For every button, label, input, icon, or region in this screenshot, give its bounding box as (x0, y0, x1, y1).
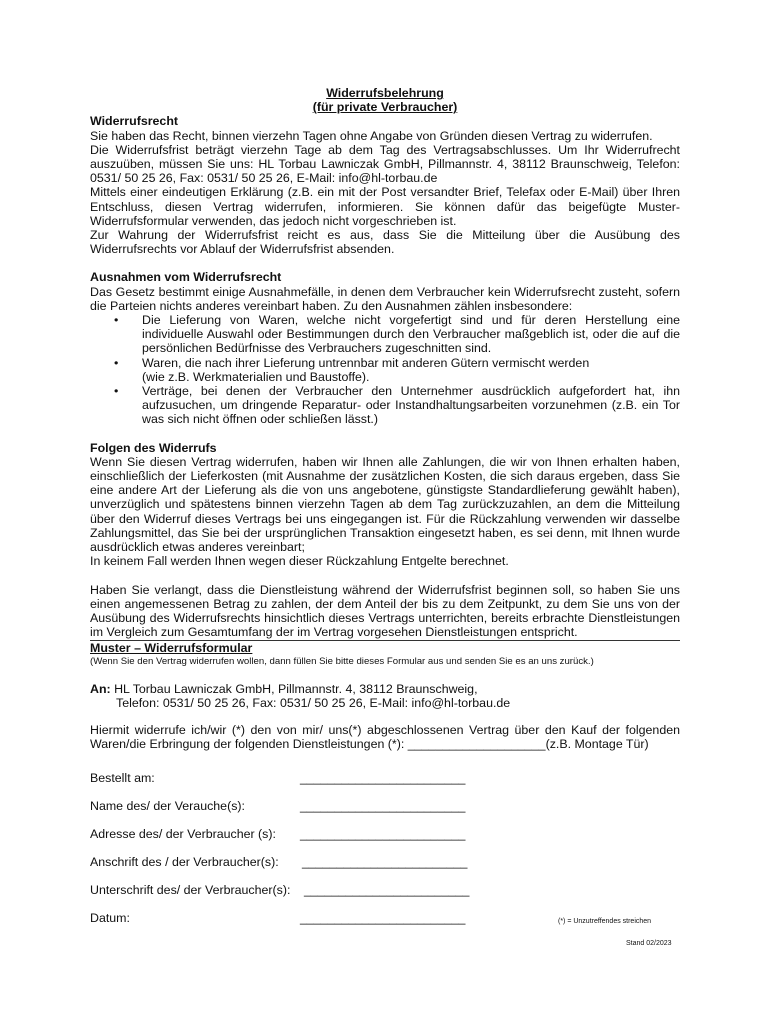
paragraph: Haben Sie verlangt, dass die Dienstleistung während der Widerrufsfrist beginnen soll, so haben Sie uns einen angemessenen Betrag zu zahlen, der dem Anteil der bis zu dem Zeitpunkt, zu dem Sie uns von der Ausübung des Widerrufsrechts hinsichtlich dieses Vertrags unterrichten, bereits erbrachte Dienstleistungen im Vergleich zum Gesamtumfang der im Vertrag vorgesehen Dienstleistungen entspricht. (90, 582, 680, 640)
field-label: Datum: (90, 911, 130, 926)
document-title: Widerrufsbelehrung (326, 86, 444, 100)
bullet-icon: • (114, 355, 119, 370)
list-item: • Die Lieferung von Waren, welche nicht vorgefertigt sind und für deren Herstellung eine individuelle Auswahl oder Bestimmungen durch den Verbraucher maßgeblich ist, oder die auf die persönlichen Bedürfnisse des Verbrauchers zugeschnitten sind. (114, 313, 680, 356)
paragraph: Sie haben das Recht, binnen vierzehn Tagen ohne Angabe von Gründen diesen Vertrag zu widerrufen. (90, 128, 653, 143)
field-label: Adresse des/ der Verbraucher (s): (90, 827, 276, 842)
field-label: Anschrift des / der Verbraucher(s): (90, 855, 279, 870)
postal-address-field[interactable]: ________________________ (302, 855, 468, 870)
field-label: Name des/ der Verauche(s): (90, 799, 245, 814)
field-label: Unterschrift des/ der Verbraucher(s): (90, 883, 291, 898)
section-heading-ausnahmen: Ausnahmen vom Widerrufsrecht (90, 270, 282, 285)
bullet-icon: • (114, 384, 119, 399)
recipient-contact: Telefon: 0531/ 50 25 26, Fax: 0531/ 50 25 26, E-Mail: info@hl-torbau.de (116, 695, 511, 710)
recipient-address: HL Torbau Lawniczak GmbH, Pillmannstr. 4, 38112 Braunschweig, (110, 681, 478, 696)
list-item: • Waren, die nach ihrer Lieferung untrennbar mit anderen Gütern vermischt werden (wie z.B. Werkmaterialien und Baustoffe). (114, 355, 590, 384)
paragraph: Das Gesetz bestimmt einige Ausnahmefälle, in denen dem Verbraucher kein Widerrufsrecht zusteht, sofern die Parteien nichts anderes vereinbart haben. Zu den Ausnahmen zählen insbesondere: (90, 284, 680, 313)
paragraph: Wenn Sie diesen Vertrag widerrufen, haben wir Ihnen alle Zahlungen, die wir von Ihnen erhalten haben, einschließlich der Lieferkosten (mit Ausnahme der zusätzlichen Kosten, die sich daraus ergeben, dass Sie eine andere Art der Lieferung als die von uns angebotene, günstigste Standardlieferung gewählt haben), unverzüglich und spätestens binnen vierzehn Tagen ab dem Tag zurückzuzahlen, an dem die Mitteilung über den Widerruf dieses Vertrags bei uns eingegangen ist. Für die Rückzahlung verwenden wir dasselbe Zahlungsmittel, das Sie bei der ursprünglichen Transaktion eingesetzt haben, es sei denn, mit Ihnen wurde ausdrücklich etwas anderes vereinbart; (90, 454, 680, 555)
document-subtitle: (für private Verbraucher) (312, 100, 458, 115)
revocation-document (90, 86, 680, 948)
address-field[interactable]: ________________________ (300, 827, 466, 842)
date-field[interactable]: ________________________ (300, 911, 466, 926)
bullet-icon: • (114, 313, 119, 328)
section-heading-widerrufsrecht: Widerrufsrecht (90, 114, 179, 129)
order-date-field[interactable]: ________________________ (300, 771, 466, 786)
recipient-block (90, 682, 680, 710)
field-label: Bestellt am: (90, 771, 155, 786)
recipient-label: An: (90, 681, 111, 696)
paragraph: In keinem Fall werden Ihnen wegen dieser Rückzahlung Entgelte berechnet. (90, 554, 509, 569)
signature-field[interactable]: ________________________ (304, 883, 470, 898)
paragraph: Mittels einer eindeutigen Erklärung (z.B. ein mit der Post versandter Brief, Telefax oder E-Mail) über Ihren Entschluss, diesen Vertrag widerrufen, informieren. Sie können dafür das beigefügte Muster-Widerrufsformular verwenden, das jedoch nicht vorgeschrieben ist. (90, 185, 680, 228)
revocation-statement: Hiermit widerrufe ich/wir (*) den von mir/ uns(*) abgeschlossenen Vertrag über den Kauf der folgenden Waren/die Erbringung der folgenden Dienstleistungen (*): ____________________(z.B. Montage Tür) (90, 722, 680, 752)
name-field[interactable]: ________________________ (300, 799, 466, 814)
version-stamp: Stand 02/2023 (626, 940, 672, 948)
form-hint: (Wenn Sie den Vertrag widerrufen wollen, dann füllen Sie bitte dieses Formular aus und senden Sie es an uns zurück.) (90, 655, 594, 667)
form-title: Muster – Widerrufsformular (90, 641, 253, 656)
paragraph: Zur Wahrung der Widerrufsfrist reicht es aus, dass Sie die Mitteilung über die Ausübung des Widerrufsrechts vor Ablauf der Widerrufsfrist absenden. (90, 228, 680, 257)
paragraph: Die Widerrufsfrist beträgt vierzehn Tage ab dem Tag des Vertragsabschlusses. Um Ihr Widerrufrecht auszuüben, müssen Sie uns: HL Torbau Lawniczak GmbH, Pillmannstr. 4, 38112 Braunschweig, Telefon: 0531/ 50 25 26, Fax: 0531/ 50 25 26, E-Mail: info@hl-torbau.de (90, 142, 680, 186)
list-item: • Verträge, bei denen der Verbraucher den Unternehmer ausdrücklich aufgefordert hat, ihn aufzusuchen, um dringende Reparatur- oder Instandhaltungsarbeiten vorzunehmen (z.B. ein Tor was sich nicht öffnen oder schließen lässt.) (114, 384, 680, 427)
section-heading-folgen: Folgen des Widerrufs (90, 440, 217, 455)
exceptions-list (90, 313, 680, 427)
footnote: (*) = Unzutreffendes streichen (558, 918, 652, 926)
